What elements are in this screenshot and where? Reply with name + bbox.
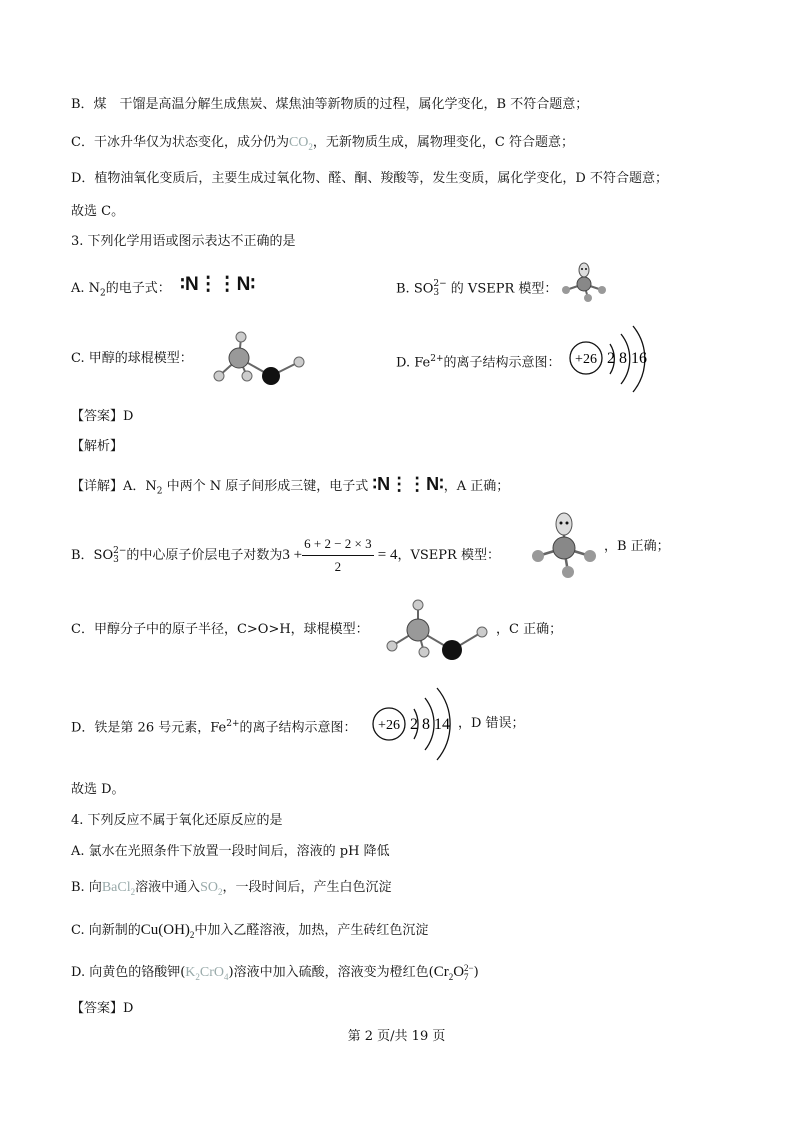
- detail-b: B．SO 2− 3 的中心原子价层电子对数为3 + $\frac{6 + 2 - 2 \times 3}{2}$ = 4，VSEPR 模型：: [71, 533, 500, 578]
- q3-option-c: C. 甲醇的球棍模型：: [71, 351, 193, 366]
- answer-4: 【答案】D: [71, 1001, 134, 1016]
- q3-option-a: A. $N_2$的电子式：: [71, 281, 171, 299]
- answer-3: 【答案】D: [71, 409, 134, 424]
- q4-option-d: D. 向黄色的铬酸钾$(K_2CrO_4)$溶液中加入硫酸，溶液变为橙红色($Cr_2O$ 2− 7 ): [71, 962, 479, 982]
- question-3: 3. 下列化学用语或图示表达不正确的是: [71, 234, 296, 249]
- vsepr-model-small: [558, 262, 613, 302]
- co2-formula: $CO_2$: [288, 135, 313, 152]
- fe2-ion-diagram-small: [567, 318, 677, 398]
- q4-option-c: C. 向新制的$Cu(OH)_2$中加入乙醛溶液，加热，产生砖红色沉淀: [71, 922, 429, 940]
- methanol-ball-stick-detail: [378, 596, 496, 666]
- q4-option-a: A. 氯水在光照条件下放置一段时间后，溶液的 pH 降低: [71, 844, 390, 859]
- vsepr-model-detail: [528, 512, 604, 580]
- n2-electron-formula-detail: ∶N⋮⋮N∶: [372, 474, 444, 494]
- explanation-d: D．植物油氧化变质后，主要生成过氧化物、醛、酮、羧酸等，发生变质，属化学变化，D 不符合题意；: [71, 171, 668, 186]
- detail-d: D．铁是第 26 号元素，$Fe^{2+}$的离子结构示意图：: [71, 719, 357, 736]
- q3-option-b: B. SO 2− 3 的 VSEPR 模型：: [396, 279, 558, 298]
- detail-d-end: ，D 错误；: [458, 716, 525, 731]
- explanation-b: B．煤 干馏是高温分解生成焦炭、煤焦油等新物质的过程，属化学变化，B 不符合题意；: [71, 97, 589, 112]
- page-footer: 第 2 页/共 19 页: [347, 1029, 446, 1044]
- svg-text:2 8 16: 2 8 16: [607, 350, 647, 367]
- svg-text:+26: +26: [575, 352, 597, 367]
- q4-option-b: B. 向BaCl$_2$溶液中通入$SO_2$，一段时间后，产生白色沉淀: [71, 880, 392, 897]
- vsepr-fraction: $\frac{6 + 2 - 2 \times 3}{2}$: [302, 533, 374, 578]
- detail-c-end: ，C 正确；: [496, 622, 563, 637]
- n2-electron-formula: ∶N⋮⋮N∶: [180, 274, 256, 295]
- detail-a: 【详解】A．$N_2$ 中两个 N 原子间形成三键，电子式 ∶N⋮⋮N∶，A 正确；: [71, 474, 510, 497]
- detail-b-end: ，B 正确；: [604, 539, 670, 554]
- svg-text:2 8 14: 2 8 14: [410, 716, 450, 733]
- question-4: 4. 下列反应不属于氧化还原反应的是: [71, 813, 283, 828]
- explanation-c: C．干冰升华仅为状态变化，成分仍为$CO_2$，无新物质生成，属物理变化，C 符合题意；: [71, 135, 574, 152]
- q3-option-d: D. $Fe^{2+}$的离子结构示意图：: [396, 354, 561, 371]
- svg-text:+26: +26: [378, 718, 400, 733]
- conclusion-q3: 故选 D。: [71, 782, 125, 797]
- detail-c: C．甲醇分子中的原子半径，C>O>H，球棍模型：: [71, 622, 369, 637]
- analysis-3: 【解析】: [71, 439, 124, 454]
- conclusion-q2: 故选 C。: [71, 204, 125, 219]
- methanol-ball-stick-small: [205, 328, 310, 388]
